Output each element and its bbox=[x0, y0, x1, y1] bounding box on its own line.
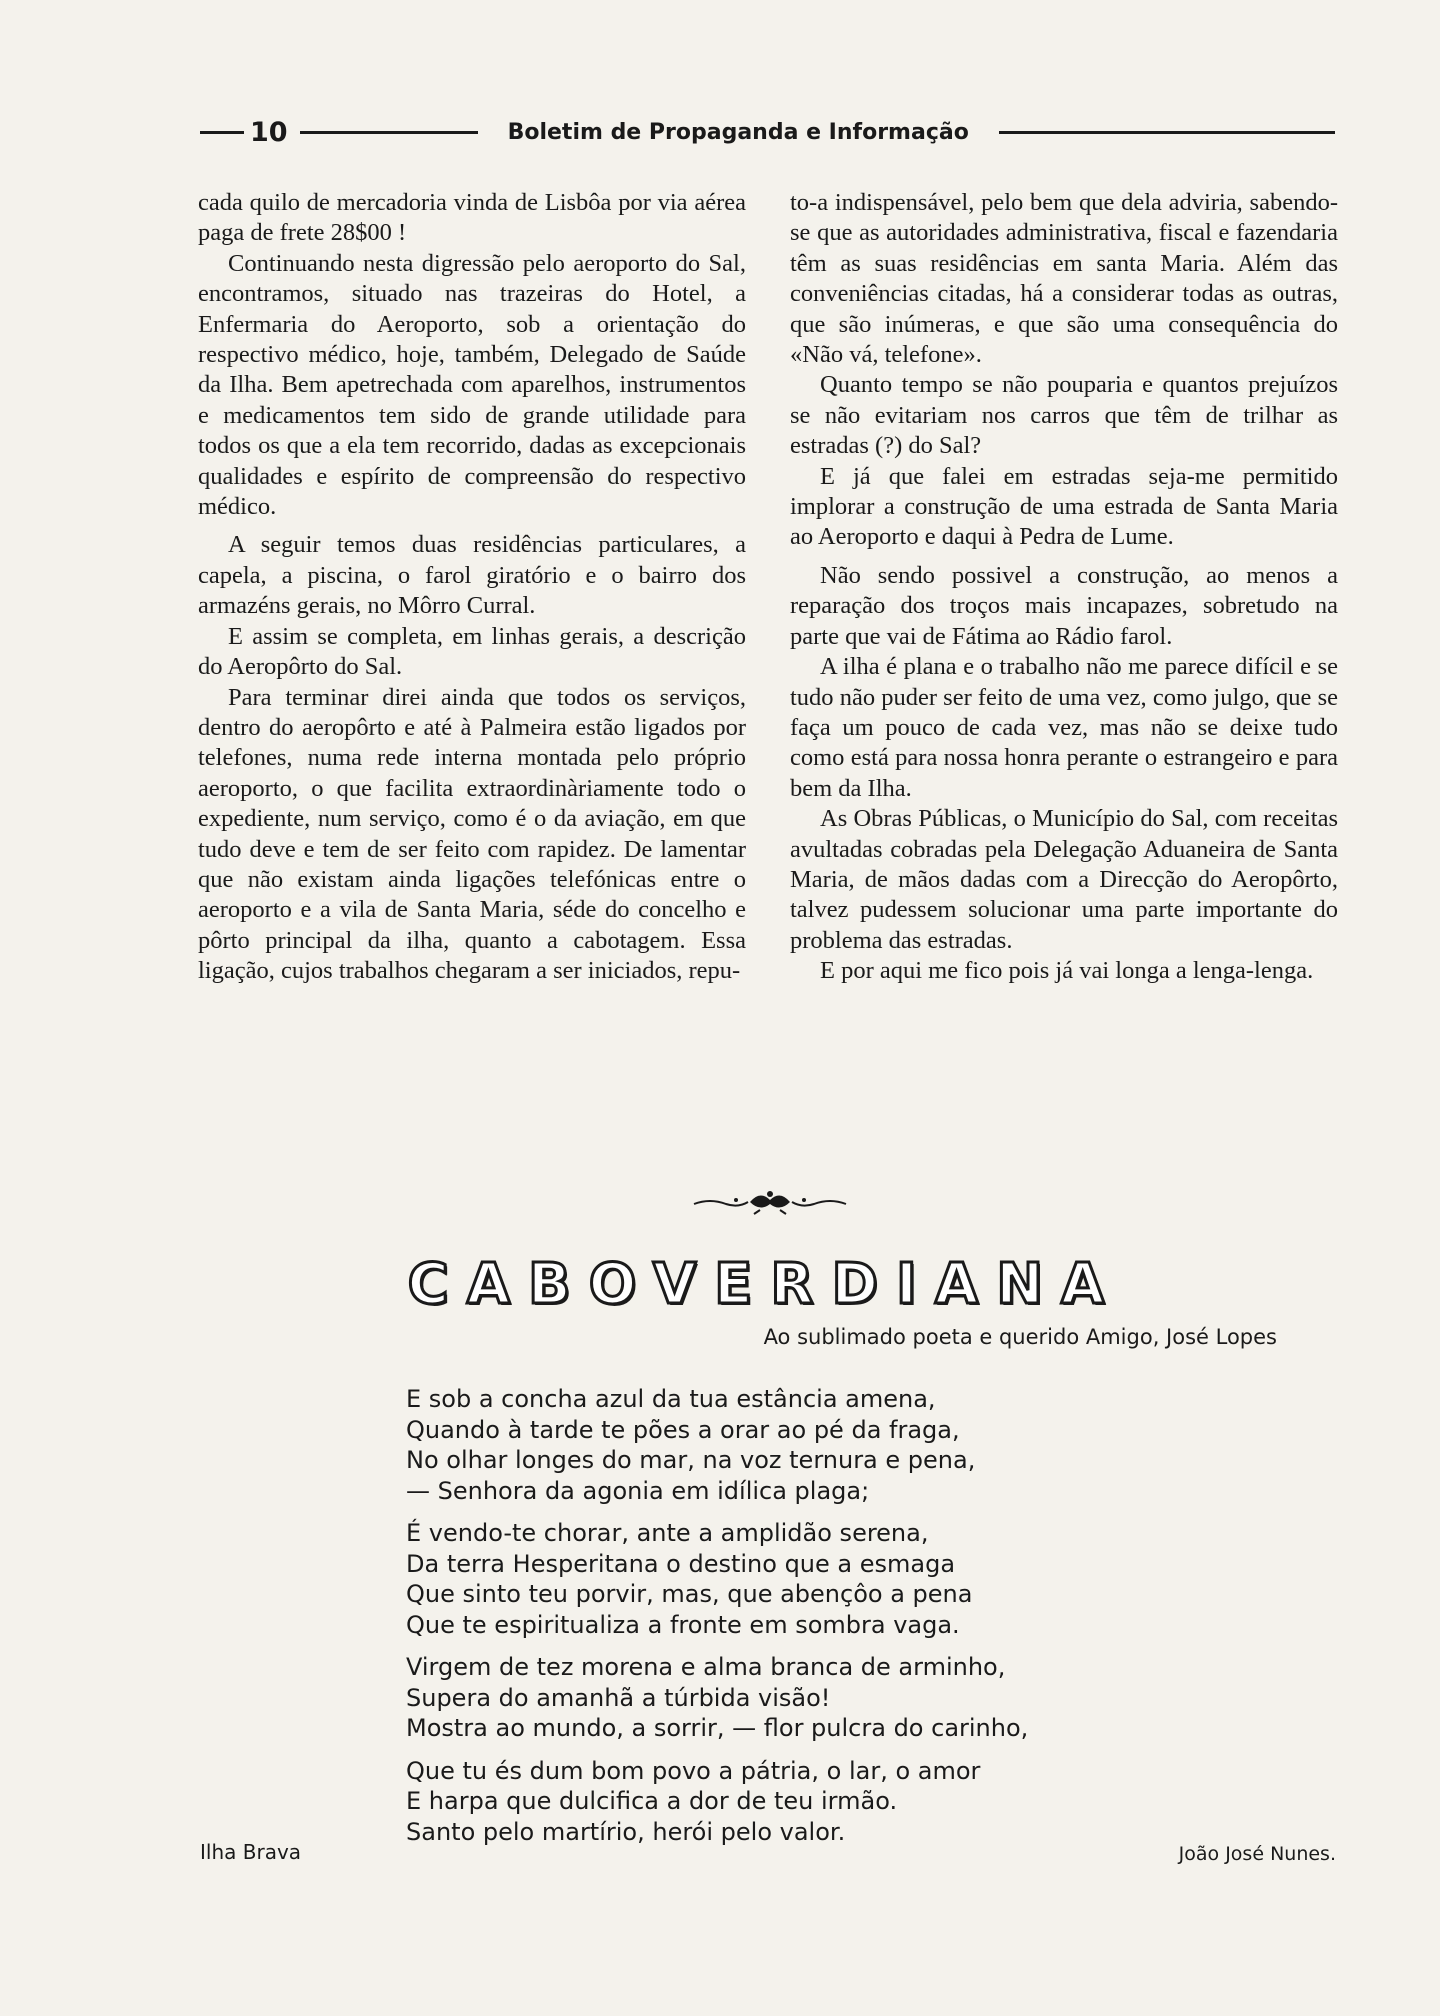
article-left-column bbox=[198, 188, 746, 987]
poem-body bbox=[406, 1384, 1166, 1859]
header-rule-right bbox=[999, 131, 1335, 134]
article-columns bbox=[198, 188, 1338, 987]
paragraph: Para terminar direi ainda que todos os serviços, dentro do aeropôrto e até à Palmeira estão ligados por telefones, numa rede interna montada pelo próprio aeroporto, o que facilita extraordinàriamente todo o expediente, num serviço, como é o da aviação, em que tudo deve e tem de ser feito com rapidez. De lamentar que não existam ainda ligações telefónicas entre o aeroporto e a vila de Santa Maria, séde do concelho e pôrto principal da ilha, quanto a cabotagem. Essa ligação, cujos trabalhos chegaram a ser iniciados, repu- bbox=[198, 683, 746, 985]
poem-title: CABOVERDIANA bbox=[407, 1252, 1123, 1317]
poem-author: João José Nunes. bbox=[1178, 1843, 1336, 1865]
poem-line: Que sinto teu porvir, mas, que abençôo a pena bbox=[406, 1580, 973, 1608]
poem-line: Virgem de tez morena e alma branca de arminho, bbox=[406, 1653, 1006, 1681]
poem-line: E harpa que dulcifica a dor de teu irmão. bbox=[406, 1787, 898, 1815]
paragraph: cada quilo de mercadoria vinda de Lisbôa por via aérea paga de frete 28$00 ! bbox=[198, 189, 746, 247]
paragraph: E já que falei em estradas seja-me permitido implorar a construção de uma estrada de Santa Maria ao Aeroporto e daqui à Pedra de Lume. bbox=[790, 462, 1338, 551]
poem-dedication: Ao sublimado poeta e querido Amigo, José Lopes bbox=[763, 1325, 1277, 1349]
paragraph: A seguir temos duas residências particulares, a capela, a piscina, o farol giratório e o bairro dos armazéns gerais, no Môrro Curral. bbox=[198, 531, 746, 620]
paragraph: As Obras Públicas, o Município do Sal, com receitas avultadas cobradas pela Delegação Aduaneira de Santa Maria, de mãos dadas com a Direcção do Aeropôrto, talvez pudessem solucionar uma parte importante do problema das estradas. bbox=[790, 805, 1338, 954]
floral-ornament-icon bbox=[690, 1188, 850, 1216]
header-title: Boletim de Propaganda e Informação bbox=[507, 119, 969, 145]
poem-stanza bbox=[406, 1652, 1166, 1744]
paragraph: Não sendo possivel a construção, ao menos a reparação dos troços mais incapazes, sobretudo na parte que vai de Fátima ao Rádio farol. bbox=[790, 561, 1338, 650]
paragraph: A ilha é plana e o trabalho não me parece difícil e se tudo não puder ser feito de uma vez, como julgo, que se faça um pouco de cada vez, mas não se deixe tudo como está para nossa honra perante o estrangeiro e para bem da Ilha. bbox=[790, 653, 1338, 802]
paragraph: E assim se completa, em linhas gerais, a descrição do Aeropôrto do Sal. bbox=[198, 622, 746, 681]
poem-line: Quando à tarde te pões a orar ao pé da fraga, bbox=[406, 1415, 960, 1444]
page-header bbox=[200, 112, 1335, 152]
poem-line: Supera do amanhã a túrbida visão! bbox=[406, 1683, 831, 1712]
poem-line: — Senhora da agonia em idílica plaga; bbox=[406, 1476, 870, 1505]
poem-line: Mostra ao mundo, a sorrir, — flor pulcra do carinho, bbox=[406, 1714, 1029, 1742]
poem-stanza bbox=[406, 1756, 1166, 1848]
poem-stanza bbox=[406, 1384, 1166, 1506]
poem-line: É vendo-te chorar, ante a amplidão serena, bbox=[406, 1519, 929, 1547]
page-number: 10 bbox=[250, 116, 288, 148]
poem-line: No olhar longes do mar, na voz ternura e pena, bbox=[406, 1446, 976, 1474]
paragraph: Continuando nesta digressão pelo aeroporto do Sal, encontramos, situado nas trazeiras do Hotel, a Enfermaria do Aeroporto, sob a orientação do respectivo médico, hoje, também, Delegado de Saúde da Ilha. Bem apetrechada com aparelhos, instrumentos e medicamentos tem sido de grande utilidade para todos os que a ela tem recorrido, dadas as excepcionais qualidades e espírito de compreensão do respectivo médico. bbox=[198, 249, 746, 521]
poem-stanza bbox=[406, 1518, 1166, 1640]
paragraph: E por aqui me fico pois já vai longa a lenga-lenga. bbox=[820, 957, 1314, 985]
paragraph: Quanto tempo se não pouparia e quantos prejuízos se não evitariam nos carros que têm de trilhar as estradas (?) do Sal? bbox=[790, 371, 1338, 460]
header-rule-mid bbox=[300, 131, 478, 134]
poem-line: Que te espiritualiza a fronte em sombra vaga. bbox=[406, 1610, 960, 1639]
poem-place: Ilha Brava bbox=[200, 1840, 302, 1864]
poem-line: E sob a concha azul da tua estância amena, bbox=[406, 1385, 936, 1413]
poem-line: Santo pelo martírio, herói pelo valor. bbox=[406, 1817, 846, 1846]
poem-line: Que tu és dum bom povo a pátria, o lar, o amor bbox=[406, 1756, 981, 1785]
poem-line: Da terra Hesperitana o destino que a esmaga bbox=[406, 1549, 956, 1578]
article-right-column bbox=[790, 188, 1338, 987]
paragraph: to-a indispensável, pelo bem que dela adviria, sabendo-se que as autoridades administrativa, fiscal e fazendaria têm as suas residências em santa Maria. Além das conveniências citadas, há a considerar todas as outras, que são inúmeras, e que são uma consequência do «Não vá, telefone». bbox=[790, 189, 1338, 369]
header-rule-left bbox=[200, 131, 244, 134]
